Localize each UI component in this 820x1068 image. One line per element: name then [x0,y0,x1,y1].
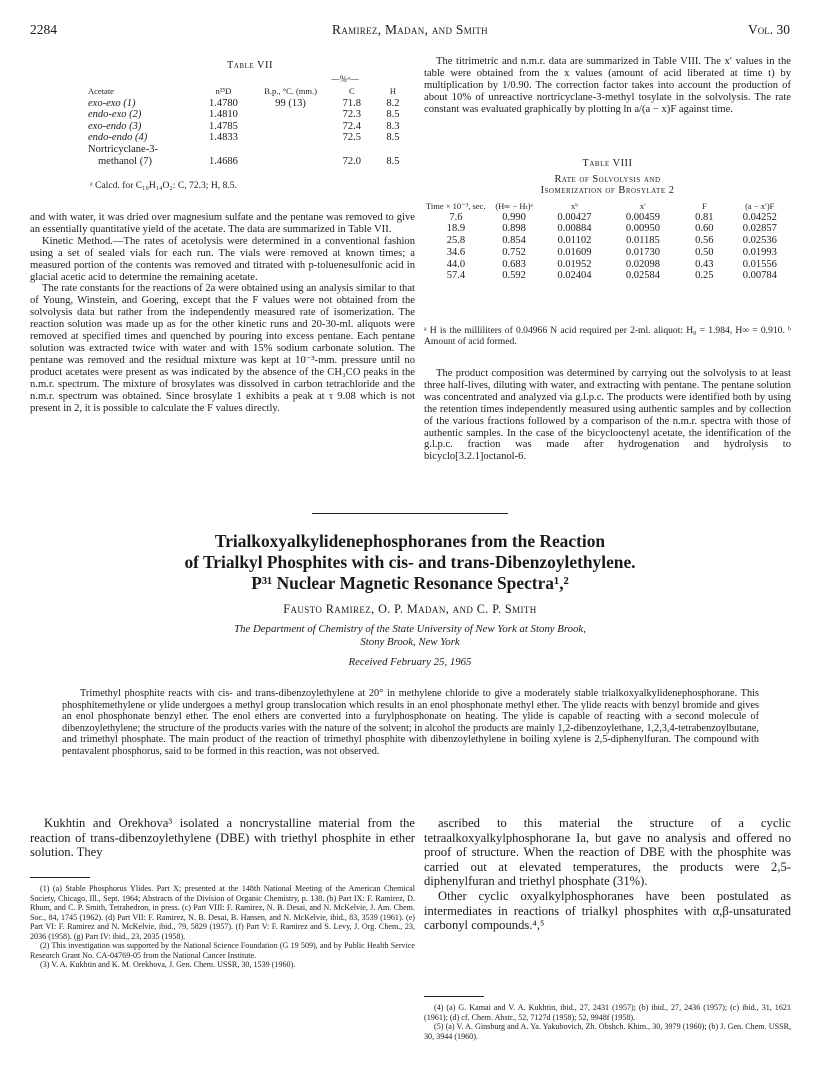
footnotes-right [424,1003,791,1041]
table-cell: 72.3 [342,109,361,121]
table-header-cell: xᵇ [571,201,578,211]
table-cell: 18.9 [446,223,466,235]
table-vii-block [90,60,410,71]
table-cell: exo-exo (1) [88,97,136,109]
table-header-cell: Time × 10⁻³, sec. [426,201,486,211]
table-cell: 72.0 [342,155,361,167]
reference: (5) (a) V. A. Ginsburg and A. Ya. Yakubovich, Zh. Obshch. Khim., 30, 3979 (1960); (b) J. Gen. Chem. USSR, 30, 3944 (1960). [424,1022,791,1041]
table-cell: endo-endo (4) [88,132,148,144]
paragraph: and with water, it was dried over magnesium sulfate and the pentane was removed to give an essentially quantitative yield of the acetate. The data are summarized in Table VII. [30,212,415,235]
paragraph: The product composition was determined by carrying out the solvolysis to at least three half-lives, diluting with water, and extracting with pentane. The pentane solution was concentrated and analyzed via g.l.p.c. The products were identified both by using the retention times independently measured using authentic samples and by collection of the various fractions followed by a comparison of the n.m.r. spectra with those of authentic samples. In the case of the bicyclooctenyl acetate, the identification of the g.l.p.c. fraction was made after hydrogenation and hydrolysis to bicyclo[3.2.1]octanol-6. [424,368,791,463]
abstract-text: Trimethyl phosphite reacts with cis- and trans-dibenzoylethylene at 20° in methylene chloride to give a moderately stable trialkoxyalkylidenephosphorane. This phosphitemethylene or ylide undergoes a methyl group translocation which results in an enol phosphonate methyl ether. The ylide reacts with benzyl bromide and gives an enol phosphonate benzyl ether. The enol ethers are converted into a furylphosphonate on heating. The ylide is capable of reacting with a second molecule of dibenzoylethylene; the structure of the products varies with the nature of the solvent; in alcohol the products are mainly 1,2-dibenzoylethane, 1,2,3,4-tetrabenzoylbutane, and trimethyl phosphate. The main product of the reaction of trimethyl phosphite with dibenzoylethylene in boiling xylene is 2,5-diphenylfuran. The compound with pentavalent phosphorus, said to be formed in this reaction, was not observed. [62,688,759,757]
footnote-rule [424,996,484,997]
table-row [426,212,790,224]
table-cell: Nortricyclane-3- [88,143,158,155]
table-cell: 0.01185 [626,235,660,247]
table-cell: 44.0 [446,258,466,270]
reference: (3) V. A. Kukhtin and K. M. Orekhova, J. Gen. Chem. USSR, 30, 1539 (1960). [40,960,296,969]
table-cell: 0.01609 [557,246,592,258]
table-cell: 72.4 [342,120,361,132]
table-cell [373,144,413,156]
section-divider [312,513,508,514]
table-cell: 8.5 [386,155,400,167]
table-header-cell: B.p., °C. (mm.) [264,86,317,96]
table-row [426,270,790,282]
table-header-cell: x′ [639,201,646,211]
table-cell: 1.4810 [208,109,238,121]
table-cell: 0.02536 [742,235,777,247]
table-cell [331,144,373,156]
received-date: Received February 25, 1965 [348,656,472,668]
footnote-rule [30,877,90,878]
table-cell: 0.50 [695,246,714,258]
table-cell: 99 (13) [275,97,306,109]
table-viii-block [424,158,791,196]
table-vii-footnote: ᵃ Calcd. for C₁₀H₁₄O₂: C, 72.3; H, 8.5. [90,180,237,191]
table-row [426,235,790,247]
table-cell [250,132,330,144]
table-header-row [426,202,790,212]
table-cell: 25.8 [446,235,466,247]
table-row [88,109,413,121]
reference: (4) (a) G. Kamai and V. A. Kukhtin, ibid., 27, 2431 (1957); (b) ibid., 27, 2436 (1957); (c) ibid., 31, 1621 (1961); (d) cf. Chem. Abstr., 52, 7127d (1958); 52, 9948f (1958). [424,1003,791,1022]
table-cell: 8.3 [386,120,400,132]
table-viii-caption: Table VIII [582,158,633,169]
table-viii-footnote: ᵃ H is the milliliters of 0.04966 N acid required per 2-ml. aliquot: H₀ = 1.984, H∞ = 0.910. ᵇ Amount of acid formed. [424,325,791,347]
article-header [30,531,790,669]
table-row [426,223,790,235]
volume-label: Vol. 30 [748,22,790,37]
table-cell: endo-exo (2) [88,109,142,121]
table-cell: 0.683 [502,258,526,270]
table-cell: 0.01730 [625,246,660,258]
table-cell: 0.00427 [557,211,592,223]
table-cell: 72.5 [342,132,361,144]
table-cell: 0.02857 [742,223,777,235]
table-row [426,259,790,271]
table-cell: 0.00950 [625,223,660,235]
article-authors: Fausto Ramirez, O. P. Madan, and C. P. Smith [283,602,537,616]
left-column-text [30,212,415,414]
table-cell: 0.04252 [742,211,777,223]
table-cell: 0.02098 [625,258,660,270]
table-viii-subcaption: Rate of Solvolysis and [554,174,661,185]
table-row [88,156,413,168]
table-cell: 0.02404 [557,270,592,282]
paragraph: Kinetic Method.—The rates of acetolysis were determined in a conventional fashion using a set of sealed vials for each run. The vials were removed at known times; a measured portion of the contents was removed and titrated with p-toluenesulfonic acid in glacial acetic acid to determine the remaining acetate. [30,235,415,283]
body-left-column [30,816,415,860]
table-cell: 1.4686 [208,155,238,167]
table-cell [250,109,330,121]
table-cell: methanol (7) [98,155,152,167]
table-cell: 8.5 [386,109,400,121]
table-cell: 0.81 [695,211,714,223]
article-affiliation: Stony Brook, New York [360,635,460,648]
table-vii [88,86,413,167]
table-cell: 1.4785 [208,120,238,132]
right-column-bottom-text [424,368,791,463]
table-cell: 1.4780 [208,97,238,109]
paragraph: ascribed to this material the structure of a cyclic tetraalkoxyalkylphosphorane Ia, but gave no analysis and offered no proof of structure. When the reaction of DBE with the phosphite was carried out at elevated temperatures, the products were 2,5-diphenylfuran and triethyl phosphate (31%). [424,816,791,889]
table-header-cell: (a − x′)F [745,201,775,211]
abstract [62,688,759,758]
table-cell: 0.01952 [557,258,592,270]
table-cell: 0.60 [695,223,714,235]
table-header-row [88,86,413,98]
paragraph: The titrimetric and n.m.r. data are summarized in Table VIII. The x′ values in the table were obtained from the x values (amount of acid liberated at time t) by multiplication by 1/0.90. The correction factor takes into account the production of about 10% of unreactive nortricyclane-3-methyl tosylate in the solvolysis. The rate constant was evaluated graphically by plotting ln a/(a − x)F against time. [424,56,791,115]
table-cell: 0.01993 [742,246,777,258]
table-vii-caption: Table VII [227,60,273,71]
page-number: 2284 [30,22,57,37]
paragraph: The rate constants for the reactions of 2a were obtained using an analysis similar to that of Young, Winstein, and Goering, except that the F values were not obtained from the solvolysis data but rather from the independently measured rate of isomerization. The reaction solution was made up as for the other kinetic runs and 20-30-ml. aliquots were removed at specified times and quenched by pouring into excess pentane. Each pentane solution was extracted twice with water and with 15% sodium carbonate solution. The pentane was removed and the residual mixture was kept at 10⁻³-mm. pressure until no product acetates were present as was indicated by the absence of the CH₃CO peaks in the n.m.r. spectrum. The mixture of brosylates was dissolved in carbon tetrachloride and the n.m.r. spectrum was obtained. Since brosylate 1 exhibits a peak at τ 9.08 which is not present in 2, it is possible to calculate the F values directly. [30,283,415,414]
table-row [88,132,413,144]
table-header-cell: H [389,86,396,96]
table-cell: 7.6 [449,211,463,223]
table-cell: 0.898 [502,223,526,235]
table-cell: 0.56 [695,235,714,247]
reference: (2) This investigation was supported by the National Science Foundation (G 19 509), and by Public Health Service Research Grant No. CA-04769-05 from the National Cancer Institute. [30,941,415,960]
table-cell: 0.854 [502,235,526,247]
table-cell: 8.2 [386,97,400,109]
table-row [88,144,413,156]
table-cell [196,144,250,156]
table-cell: 57.4 [446,270,466,282]
table-row [426,247,790,259]
table-vii-percent-header: —%ᵃ— [331,74,359,84]
table-cell: 0.43 [695,258,714,270]
running-header [30,22,790,40]
table-cell: 1.4833 [208,132,238,144]
article-title-line: of Trialkyl Phosphites with cis- and trans-Dibenzoylethylene. [184,552,636,572]
paragraph: Kukhtin and Orekhova³ isolated a noncrystalline material from the reaction of trans-dibenzoylethylene (DBE) with triethyl phosphite in ether solution. They [30,816,415,860]
right-column-top-text [424,56,791,116]
table-header-cell: (H∞ − Hₜ)ᵃ [495,201,533,211]
table-header-cell: n²⁵D [215,86,232,96]
article-affiliation: The Department of Chemistry of the State University of New York at Stony Brook, [234,623,586,635]
table-cell: 0.990 [502,211,526,223]
table-cell [250,144,330,156]
reference: (1) (a) Stable Phosphorus Ylides. Part X; presented at the 148th National Meeting of the American Chemical Society, Chicago, Ill., Sept. 1964; Abstracts of the Division of Organic Chemistry, p. 138. (b) Part IX: F. Ramirez, D. Rhum, and C. P. Smith, Tetrahedron, in press. (c) Part VIII: F. Ramirez, N. B. Desai, and N. McKelvie, J. Am. Chem. Soc., 84, 1745 (1962). (d) Part VII: F. Ramirez, N. B. Desai, B. Hansen, and N. McKelvie, ibid., 83, 3539 (1961). (e) Part VI: F. Ramirez and N. McKelvie, ibid., 79, 5829 (1957). (f) Part V: F. Ramirez and S. Levy, J. Org. Chem., 23, 2036 (1958). (g) Part IV: ibid., 23, 2035 (1958). [30,884,415,941]
table-viii [426,202,790,282]
table-cell [250,156,330,168]
table-viii-subcaption: Isomerization of Brosylate 2 [540,185,675,196]
table-row [88,98,413,110]
running-title: Ramirez, Madan, and Smith [332,22,488,37]
table-cell: 0.00884 [557,223,592,235]
table-cell: 0.01556 [742,258,777,270]
table-cell [250,121,330,133]
table-cell: 0.01102 [557,235,592,247]
table-header-cell: Acetate [88,86,114,96]
table-cell: 8.5 [386,132,400,144]
table-header-cell: C [348,86,355,96]
article-title-line: Trialkoxyalkylidenephosphoranes from the Reaction [214,531,606,551]
table-cell: 71.8 [342,97,361,109]
table-cell: 0.00784 [742,270,777,282]
table-cell: 0.00459 [625,211,660,223]
table-cell: 0.752 [502,246,526,258]
table-cell: exo-endo (3) [88,120,142,132]
body-right-column [424,816,791,933]
table-cell: 0.25 [695,270,714,282]
footnotes-left [30,884,415,970]
article-title-line: P³¹ Nuclear Magnetic Resonance Spectra¹,² [251,573,569,593]
table-header-cell: F [701,201,707,211]
paragraph: Other cyclic oxyalkylphosphoranes have been postulated as intermediates in reactions of trialkyl phosphites with α,β-unsaturated carbonyl compounds.⁴,⁵ [424,888,791,933]
table-row [88,121,413,133]
table-cell: 0.592 [502,270,526,282]
table-cell: 34.6 [446,246,466,258]
table-cell: 0.02584 [625,270,660,282]
